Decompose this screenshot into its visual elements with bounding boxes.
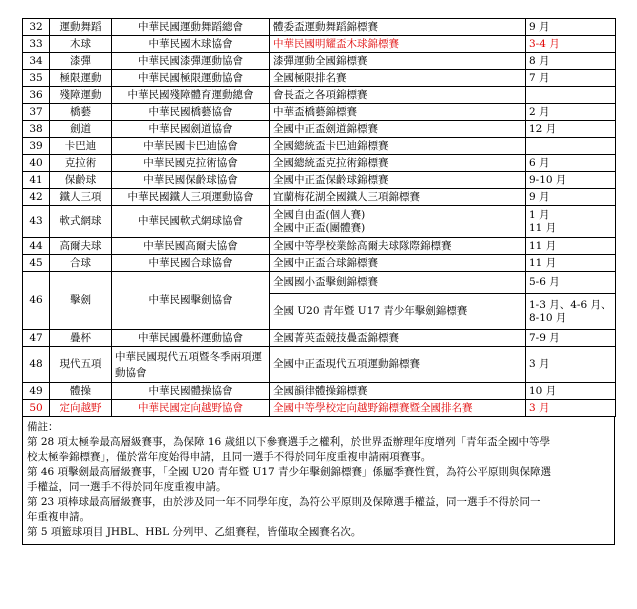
event-name-line: 全國中等學校業餘高爾夫球隊際錦標賽: [273, 239, 452, 252]
event-month: [526, 383, 616, 400]
event-name: [270, 87, 526, 104]
association-name: 中華民國高爾夫協會: [112, 238, 270, 255]
table-row: [23, 400, 616, 417]
table-row: [23, 383, 616, 400]
event-name-line: 全國總統盃卡巴迪錦標賽: [273, 139, 389, 152]
association-name: 中華民國克拉術協會: [112, 155, 270, 172]
table-row: [23, 155, 616, 172]
association-name: 中華民國極限運動協會: [112, 70, 270, 87]
row-number: 38: [23, 121, 50, 138]
event-month-line: 11 月: [529, 221, 557, 234]
event-month: [526, 87, 616, 104]
association-name: 中華民國橋藝協會: [112, 104, 270, 121]
row-number: 48: [23, 347, 50, 383]
event-month: [526, 272, 616, 294]
event-month-line: 8-10 月: [529, 311, 567, 324]
sport-name: 保齡球: [50, 172, 112, 189]
event-name-line: 漆彈運動全國錦標賽: [273, 54, 368, 67]
event-name-line: 全國自由盃(個人賽): [273, 208, 366, 221]
event-name: [270, 36, 526, 53]
event-month-line: 11 月: [529, 256, 557, 269]
row-number: 43: [23, 206, 50, 238]
row-number: 47: [23, 330, 50, 347]
table-row: [23, 104, 616, 121]
row-number: 45: [23, 255, 50, 272]
event-month: [526, 294, 616, 330]
sport-name: 鐵人三項: [50, 189, 112, 206]
event-name: [270, 330, 526, 347]
competition-table-section: [22, 18, 615, 545]
row-number: 40: [23, 155, 50, 172]
competition-table-body: [23, 19, 616, 417]
note-line: 第 5 項籃球項目 JHBL、HBL 分列甲、乙組賽程，皆僅取全國賽名次。: [27, 526, 362, 538]
sport-name: 疊杯: [50, 330, 112, 347]
note-line: 校太極拳錦標賽」，僅於當年度始得申請，且同一選手不得於同年度重複申請兩項賽事。: [27, 451, 432, 463]
event-name: [270, 19, 526, 36]
event-name-line: 全國中正盃現代五項運動錦標賽: [273, 358, 420, 370]
association-name: 中華民國保齡球協會: [112, 172, 270, 189]
note-line: 手權益，同一選手不得於同年度重複申請。: [27, 481, 227, 493]
event-month: [526, 330, 616, 347]
event-month-line: 7-9 月: [529, 331, 560, 344]
association-name: 中華民國殘障體育運動總會: [112, 87, 270, 104]
notes-heading: 備註：: [27, 421, 59, 433]
row-number: 41: [23, 172, 50, 189]
table-row: [23, 172, 616, 189]
association-name: 中華民國體操協會: [112, 383, 270, 400]
event-name-line: 中華盃橋藝錦標賽: [273, 105, 357, 118]
event-name-line: 全國總統盃克拉術錦標賽: [273, 156, 389, 169]
association-name: 中華民國劍道協會: [112, 121, 270, 138]
competition-table: [22, 18, 616, 417]
event-month-line: 11 月: [529, 239, 557, 252]
event-month: [526, 400, 616, 417]
association-name: 中華民國定向越野協會: [112, 400, 270, 417]
event-month-line: 9 月: [529, 20, 550, 33]
row-number: 32: [23, 19, 50, 36]
event-name-line: 全國中正盃劍道錦標賽: [273, 122, 378, 135]
event-month-line: 10 月: [529, 384, 557, 397]
row-number: 39: [23, 138, 50, 155]
table-row: [23, 330, 616, 347]
sport-name: 極限運動: [50, 70, 112, 87]
row-number: 35: [23, 70, 50, 87]
row-number: 44: [23, 238, 50, 255]
association-name: 中華民國運動舞蹈總會: [112, 19, 270, 36]
table-row: [23, 189, 616, 206]
note-line: 第 46 項擊劍最高層級賽事，「全國 U20 青年暨 U17 青少年擊劍錦標賽」係屬季賽性質，為符公平原則與保障選: [27, 466, 552, 478]
event-month-line: 9-10 月: [529, 173, 567, 186]
association-name: 中華民國卡巴迪協會: [112, 138, 270, 155]
note-line: 年重複申請。: [27, 511, 90, 523]
table-row: [23, 347, 616, 383]
event-name-line: 中華民國明耀盃木球錦標賽: [273, 37, 399, 50]
note-line: 第 28 項太極拳最高層級賽事，為保障 16 歲組以下參賽選手之權利，於世界盃辦理年度增列「青年盃全國中等學: [27, 436, 551, 448]
table-row: [23, 238, 616, 255]
event-name: [270, 138, 526, 155]
event-month: [526, 189, 616, 206]
event-name: [270, 294, 526, 330]
event-month-line: 9 月: [529, 190, 550, 203]
row-number: 49: [23, 383, 50, 400]
event-name-line: 全國極限排名賽: [273, 71, 347, 84]
event-month: [526, 347, 616, 383]
event-month-line: 6 月: [529, 156, 550, 169]
event-name: [270, 238, 526, 255]
sport-name: 體操: [50, 383, 112, 400]
table-row: [23, 53, 616, 70]
row-number: 50: [23, 400, 50, 417]
event-month: [526, 104, 616, 121]
table-row: [23, 36, 616, 53]
event-name: [270, 70, 526, 87]
row-number: 37: [23, 104, 50, 121]
event-name-line: 體委盃運動舞蹈錦標賽: [273, 20, 378, 33]
event-month-line: 12 月: [529, 122, 557, 135]
sport-name: 劍道: [50, 121, 112, 138]
event-name: [270, 206, 526, 238]
row-number: 46: [23, 272, 50, 330]
event-month: [526, 121, 616, 138]
event-name: [270, 272, 526, 294]
event-month-line: 5-6 月: [529, 276, 560, 288]
event-month-line: 7 月: [529, 71, 550, 84]
row-number: 36: [23, 87, 50, 104]
sport-name: 現代五項: [50, 347, 112, 383]
row-number: 34: [23, 53, 50, 70]
sport-name: 木球: [50, 36, 112, 53]
event-name-line: 全國中正盃(團體賽): [273, 221, 366, 234]
event-name: [270, 104, 526, 121]
table-row: [23, 272, 616, 294]
event-month: [526, 238, 616, 255]
table-row: [23, 87, 616, 104]
event-name: [270, 347, 526, 383]
notes-box: [22, 417, 615, 545]
event-month: [526, 255, 616, 272]
association-name: 中華民國軟式網球協會: [112, 206, 270, 238]
event-name: [270, 121, 526, 138]
sport-name: 合球: [50, 255, 112, 272]
event-name: [270, 155, 526, 172]
event-month: [526, 206, 616, 238]
event-month: [526, 36, 616, 53]
sport-name: 擊劍: [50, 272, 112, 330]
table-row: [23, 138, 616, 155]
association-name: 中華民國漆彈運動協會: [112, 53, 270, 70]
event-name-line: 會長盃之各項錦標賽: [273, 88, 368, 101]
table-row: [23, 255, 616, 272]
event-month-line: 2 月: [529, 105, 550, 118]
sport-name: 殘障運動: [50, 87, 112, 104]
event-month-line: 3-4 月: [529, 37, 560, 50]
event-name-line: 全國菁英盃競技疊盃錦標賽: [273, 331, 399, 344]
sport-name: 克拉術: [50, 155, 112, 172]
event-name-line: 全國韻律體操錦標賽: [273, 384, 368, 397]
event-month-line: 1-3 月、4-6 月、: [529, 298, 612, 311]
event-month: [526, 155, 616, 172]
event-name: [270, 383, 526, 400]
association-name: 中華民國合球協會: [112, 255, 270, 272]
event-month-line: 3 月: [529, 401, 550, 414]
event-month: [526, 172, 616, 189]
event-name-line: 全國國小盃擊劍錦標賽: [273, 276, 378, 288]
event-month: [526, 53, 616, 70]
association-name: 中華民國現代五項暨冬季兩項運動協會: [112, 347, 270, 383]
note-line: 第 23 項棒球最高層級賽事，由於涉及同一年不同學年度，為符公平原則及保障選手權益，同一選手不得於同一: [27, 496, 541, 508]
association-name: 中華民國鐵人三項運動協會: [112, 189, 270, 206]
event-name: [270, 172, 526, 189]
sport-name: 定向越野: [50, 400, 112, 417]
row-number: 33: [23, 36, 50, 53]
sport-name: 橋藝: [50, 104, 112, 121]
sport-name: 漆彈: [50, 53, 112, 70]
event-name-line: 宜蘭梅花湖全國鐵人三項錦標賽: [273, 190, 420, 203]
association-name: 中華民國擊劍協會: [112, 272, 270, 330]
notes-lines: [27, 435, 610, 540]
event-month-line: 1 月: [529, 208, 550, 221]
event-month: [526, 70, 616, 87]
event-name: [270, 53, 526, 70]
table-row: [23, 121, 616, 138]
event-name: [270, 255, 526, 272]
event-name: [270, 189, 526, 206]
table-row: [23, 206, 616, 238]
event-name-line: 全國中正盃保齡球錦標賽: [273, 173, 389, 186]
sport-name: 卡巴迪: [50, 138, 112, 155]
event-name-line: 全國 U20 青年暨 U17 青少年擊劍錦標賽: [273, 305, 468, 317]
event-month: [526, 138, 616, 155]
event-month-line: 3 月: [529, 358, 550, 370]
sport-name: 高爾夫球: [50, 238, 112, 255]
sport-name: 運動舞蹈: [50, 19, 112, 36]
event-month: [526, 19, 616, 36]
table-row: [23, 19, 616, 36]
sport-name: 軟式網球: [50, 206, 112, 238]
row-number: 42: [23, 189, 50, 206]
association-name: 中華民國木球協會: [112, 36, 270, 53]
table-row: [23, 70, 616, 87]
event-name-line: 全國中等學校定向越野錦標賽暨全國排名賽: [273, 401, 473, 414]
association-name: 中華民國疊杯運動協會: [112, 330, 270, 347]
event-month-line: 8 月: [529, 54, 550, 67]
event-name: [270, 400, 526, 417]
event-name-line: 全國中正盃合球錦標賽: [273, 256, 378, 269]
